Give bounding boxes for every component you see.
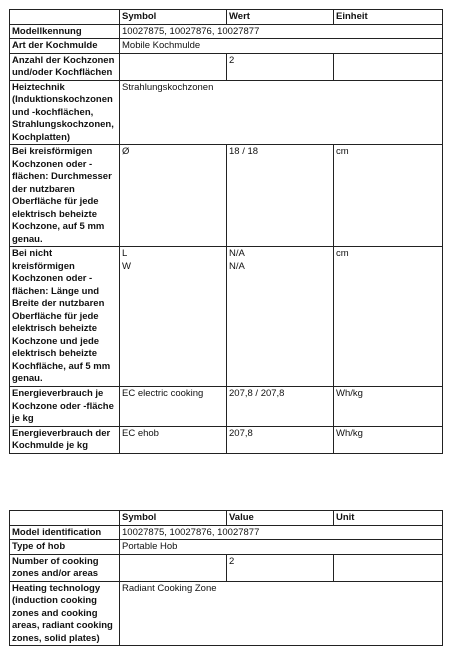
row-symbol: Strahlungskochzonen bbox=[120, 80, 443, 145]
row-symbol: 10027875, 10027876, 10027877 bbox=[120, 525, 443, 540]
table-row bbox=[10, 540, 443, 555]
row-label: Number of cooking zones and/or areas bbox=[10, 554, 120, 581]
table-row bbox=[10, 53, 443, 80]
header-cell-unit: Unit bbox=[334, 511, 443, 526]
table-row bbox=[10, 145, 443, 247]
row-unit: cm bbox=[334, 145, 443, 247]
row-label: Energieverbrauch je Kochzone oder -fläche je kg bbox=[10, 387, 120, 427]
row-label: Modellkennung bbox=[10, 24, 120, 39]
value-length: N/A bbox=[229, 248, 245, 259]
row-value: 207,8 / 207,8 bbox=[227, 387, 334, 427]
row-label: Heiztechnik (Induktionskochzonen und -kochflächen, Strahlungskochzonen, Kochplatten) bbox=[10, 80, 120, 145]
row-symbol: EC ehob bbox=[120, 426, 227, 453]
table-row bbox=[10, 24, 443, 39]
row-label: Type of hob bbox=[10, 540, 120, 555]
row-label: Art der Kochmulde bbox=[10, 39, 120, 54]
table-row bbox=[10, 80, 443, 145]
row-value: 207,8 bbox=[227, 426, 334, 453]
row-unit: cm bbox=[334, 247, 443, 387]
spec-table-german bbox=[9, 9, 443, 454]
table-header-row bbox=[10, 511, 443, 526]
header-cell-value: Value bbox=[227, 511, 334, 526]
table-row bbox=[10, 39, 443, 54]
symbol-width: W bbox=[122, 260, 131, 272]
row-label: Bei nicht kreisförmigen Kochzonen oder -flächen: Länge und Breite der nutzbaren Oberfläche für jede elektrisch beheizte Kochzone und jede elektrisch beheizte Kochfläche, auf 5 mm genau. bbox=[10, 247, 120, 387]
row-label: Heating technology (induction cooking zones and cooking areas, radiant cooking zones, solid plates) bbox=[10, 581, 120, 646]
table-row bbox=[10, 426, 443, 453]
header-cell-blank bbox=[10, 511, 120, 526]
header-cell-blank bbox=[10, 10, 120, 25]
row-label: Model identification bbox=[10, 525, 120, 540]
row-symbol bbox=[120, 554, 227, 581]
header-cell-symbol: Symbol bbox=[120, 511, 227, 526]
row-unit bbox=[334, 554, 443, 581]
spec-table-english bbox=[9, 510, 443, 646]
row-symbol: Portable Hob bbox=[120, 540, 443, 555]
row-symbol: EC electric cooking bbox=[120, 387, 227, 427]
row-symbol: 10027875, 10027876, 10027877 bbox=[120, 24, 443, 39]
row-value: 2 bbox=[227, 53, 334, 80]
row-unit: Wh/kg bbox=[334, 426, 443, 453]
row-value: 2 bbox=[227, 554, 334, 581]
table-row bbox=[10, 554, 443, 581]
table-header-row bbox=[10, 10, 443, 25]
header-cell-wert: Wert bbox=[227, 10, 334, 25]
row-label: Anzahl der Kochzonen und/oder Kochflächen bbox=[10, 53, 120, 80]
row-symbol bbox=[120, 247, 227, 387]
row-symbol: Radiant Cooking Zone bbox=[120, 581, 443, 646]
value-width: N/A bbox=[229, 260, 245, 272]
row-label: Energieverbrauch der Kochmulde je kg bbox=[10, 426, 120, 453]
table-row bbox=[10, 247, 443, 387]
header-cell-symbol: Symbol bbox=[120, 10, 227, 25]
row-symbol: Ø bbox=[120, 145, 227, 247]
row-value bbox=[227, 247, 334, 387]
table-row bbox=[10, 581, 443, 646]
row-value: 18 / 18 bbox=[227, 145, 334, 247]
symbol-length: L bbox=[122, 248, 128, 259]
row-unit: Wh/kg bbox=[334, 387, 443, 427]
table-row bbox=[10, 387, 443, 427]
row-symbol: Mobile Kochmulde bbox=[120, 39, 443, 54]
row-unit bbox=[334, 53, 443, 80]
header-cell-einheit: Einheit bbox=[334, 10, 443, 25]
row-symbol bbox=[120, 53, 227, 80]
table-row bbox=[10, 525, 443, 540]
row-label: Bei kreisförmigen Kochzonen oder -flächen: Durchmesser der nutzbaren Oberfläche für jede elektrisch beheizte Kochzone, auf 5 mm genau. bbox=[10, 145, 120, 247]
